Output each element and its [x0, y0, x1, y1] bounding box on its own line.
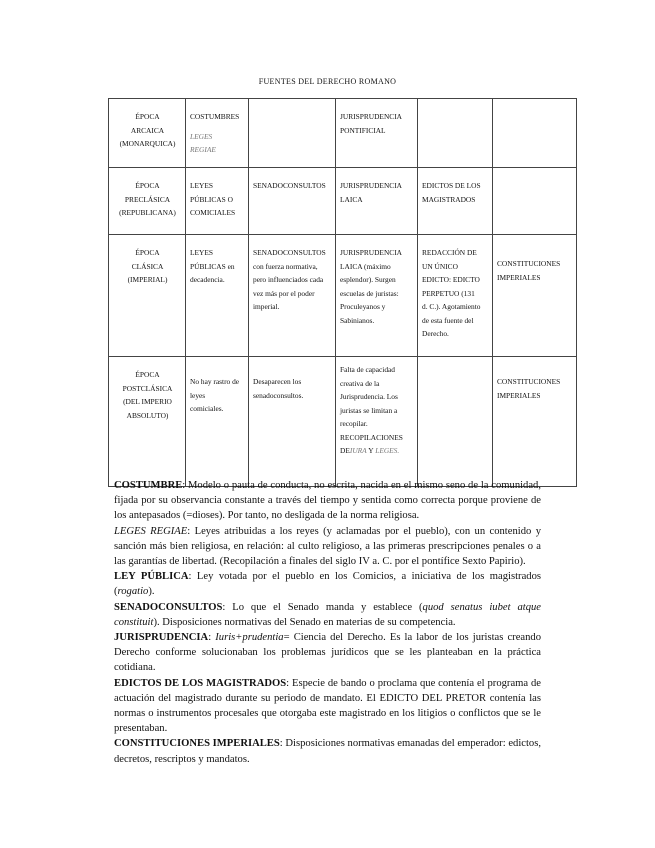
- constituciones-cell: CONSTITUCIONES IMPERIALES: [493, 235, 577, 357]
- edictos-cell: EDICTOS DE LOS MAGISTRADOS: [418, 168, 493, 235]
- era-cell: ÉPOCA PRECLÁSICA (REPUBLICANA): [109, 168, 186, 235]
- edictos-cell: [418, 99, 493, 168]
- edictos-cell: REDACCIÓN DE UN ÚNICO EDICTO: EDICTO PERPETUO (131 d. C.). Agotamiento de esta fuente del Derecho.: [418, 235, 493, 357]
- definition-leges-regiae: LEGES REGIAE: Leyes atribuidas a los reyes (y aclamadas por el pueblo), con un contenido y sanción más bien religiosa, en relación: al culto religioso, a las primeras prescripciones penales o a las garantías de libertad. (Recopilación a finales del siglo IV a. C. por el pontífice Sexto Papirio).: [114, 525, 541, 568]
- definition-costumbre: COSTUMBRE: Modelo o pauta de conducta, no escrita, nacida en el mismo seno de la comunidad, fijada por su observancia constante a través del tiempo y sentida como correcta porque proviene de los antepasados (=dioses). Por tanto, no desligada de la norma religiosa.: [114, 480, 541, 522]
- table-row: [109, 357, 577, 487]
- senadoconsultos-cell: Desaparecen los senadoconsultos.: [249, 357, 336, 487]
- page-title: FUENTES DEL DERECHO ROMANO: [258, 77, 397, 86]
- era-cell: ÉPOCA CLÁSICA (IMPERIAL): [109, 235, 186, 357]
- jurisprudencia-cell: JURISPRUDENCIA LAICA: [336, 168, 418, 235]
- table-row: [109, 235, 577, 357]
- jurisprudencia-cell: Falta de capacidad creativa de la Jurisprudencia. Los juristas se limitan a recopilar. RECOPILACIONES DEIURA Y LEGES.: [336, 357, 418, 487]
- table-row: [109, 99, 577, 168]
- leyes-cell: LEYES PÚBLICAS en decadencia.: [186, 235, 249, 357]
- edictos-cell: [418, 357, 493, 487]
- definition-constituciones: CONSTITUCIONES IMPERIALES: Disposiciones normativas emanadas del emperador: edictos, decretos, rescriptos y mandatos.: [114, 738, 541, 765]
- costumbres-cell: COSTUMBRES LEGES REGIAE: [186, 99, 249, 168]
- table-row: [109, 168, 577, 235]
- sources-table: [108, 98, 577, 487]
- constituciones-cell: [493, 168, 577, 235]
- senadoconsultos-cell: [249, 99, 336, 168]
- constituciones-cell: [493, 99, 577, 168]
- jurisprudencia-cell: JURISPRUDENCIA LAICA (máximo esplendor). Surgen escuelas de juristas: Proculeyanos y Sabinianos.: [336, 235, 418, 357]
- era-cell: ÉPOCA ARCAICA (MONARQUICA): [109, 99, 186, 168]
- definition-ley-publica: LEY PÚBLICA: Ley votada por el pueblo en los Comicios, a iniciativa de los magistrados (rogatio).: [114, 571, 541, 598]
- constituciones-cell: CONSTITUCIONES IMPERIALES: [493, 357, 577, 487]
- definition-senadoconsultos: SENADOCONSULTOS: Lo que el Senado manda y establece (quod senatus iubet atque constituit). Disposiciones normativas del Senado en materias de su competencia.: [114, 601, 541, 628]
- leyes-cell: No hay rastro de leyes comiciales.: [186, 357, 249, 487]
- jurisprudencia-cell: JURISPRUDENCIA PONTIFICIAL: [336, 99, 418, 168]
- era-cell: ÉPOCA POSTCLÁSICA (DEL IMPERIO ABSOLUTO): [109, 357, 186, 487]
- senadoconsultos-cell: SENADOCONSULTOS con fuerza normativa, pero influenciados cada vez más por el poder imperial.: [249, 235, 336, 357]
- definitions: [114, 478, 541, 767]
- definition-edictos: EDICTOS DE LOS MAGISTRADOS: Especie de bando o proclama que contenía el programa de actuación del magistrado durante su periodo de mandato. El EDICTO DEL PRETOR contenía las normas o instrumentos procesales que otorgaba este magistrado en los litigios o conflictos que se le presentaban.: [114, 677, 541, 735]
- definition-jurisprudencia: JURISPRUDENCIA: Iuris+prudentia= Ciencia del Derecho. Es la labor de los juristas creando Derecho conforme solucionaban los problemas jurídicos que se les planteaban en la práctica cotidiana.: [114, 632, 542, 674]
- senadoconsultos-cell: SENADOCONSULTOS: [249, 168, 336, 235]
- leyes-cell: LEYES PÚBLICAS O COMICIALES: [186, 168, 249, 235]
